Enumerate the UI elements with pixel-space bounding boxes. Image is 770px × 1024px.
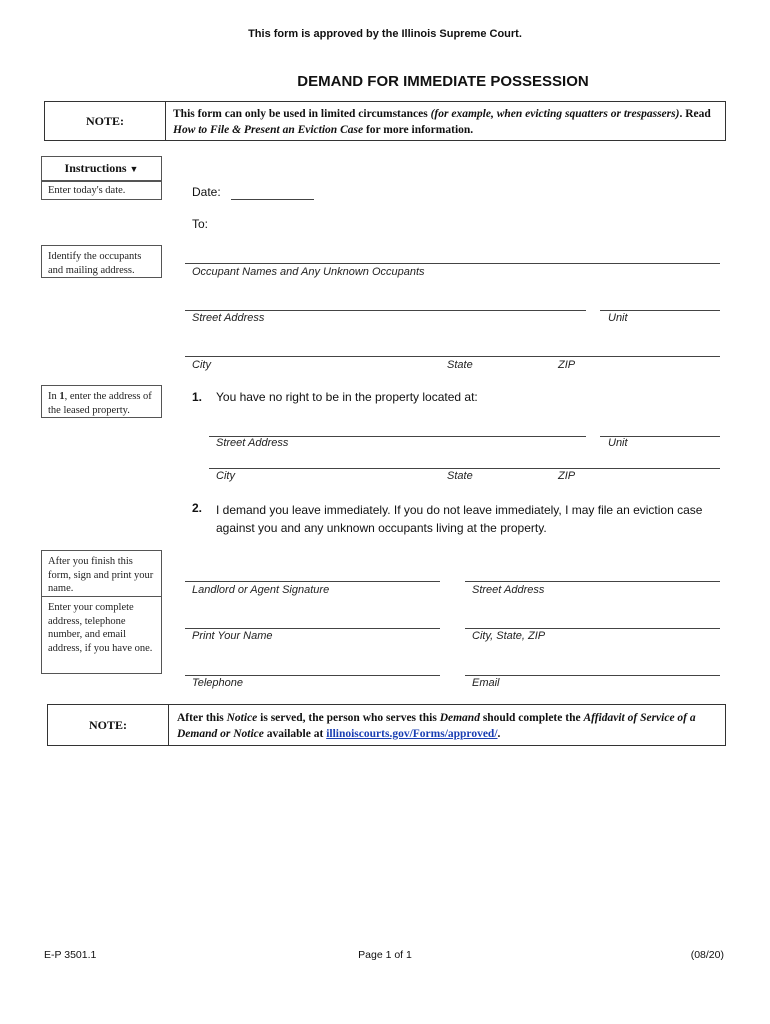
property-zip-label: ZIP — [558, 470, 576, 482]
bottom-note-t3: is served, the person who serves this — [257, 712, 440, 724]
property-unit-label: Unit — [608, 437, 628, 449]
signer-city-state-zip-label: City, State, ZIP — [472, 630, 546, 642]
caret-down-icon: ▼ — [129, 164, 139, 174]
email-label: Email — [472, 677, 500, 689]
forms-link[interactable]: illinoiscourts.gov/Forms/approved/ — [326, 728, 498, 740]
date-field[interactable] — [231, 199, 314, 200]
top-note-text — [173, 106, 713, 138]
instruction-sign: After you finish this form, sign and print your name. — [41, 550, 162, 597]
property-city-label: City — [216, 470, 235, 482]
to-label: To: — [192, 217, 209, 231]
bottom-note-affidavit-title: Affidavit of Service of a Demand or Notice — [177, 712, 696, 740]
instruction-enter-address — [41, 385, 162, 418]
top-note-text-italic: (for example, when evicting squatters or trespassers) — [430, 108, 680, 120]
bottom-note-t1: After this — [177, 712, 227, 724]
occupant-names-label: Occupant Names and Any Unknown Occupants — [192, 266, 425, 278]
occupant-unit-field[interactable] — [600, 310, 720, 311]
page-title: DEMAND FOR IMMEDIATE POSSESSION — [297, 73, 589, 90]
bottom-note-label: NOTE: — [88, 717, 127, 732]
bottom-note-t2: Notice — [226, 712, 258, 724]
bottom-note-box — [47, 704, 726, 746]
signer-street-field[interactable] — [465, 581, 720, 582]
form-date: (08/20) — [690, 949, 724, 961]
top-note-text-2: . Read — [679, 108, 711, 120]
item-2-text: I demand you leave immediately. If you do not leave immediately, I may file an eviction case against you and any unknown occupants living at the property. — [216, 503, 703, 535]
top-note-guide-title: How to File & Present an Eviction Case — [173, 124, 364, 136]
item-2-number: 2. — [192, 501, 203, 515]
top-note-label-box — [44, 101, 166, 141]
instructions-header[interactable] — [41, 156, 162, 181]
instruction-enter-address-num: 1 — [59, 391, 65, 402]
bottom-note-text — [177, 710, 717, 742]
item-1-text: You have no right to be in the property located at: — [216, 390, 478, 404]
bottom-note-t5: should complete the — [479, 712, 584, 724]
occupant-street-field[interactable] — [185, 310, 586, 311]
property-state-label: State — [447, 470, 473, 482]
signer-street-label: Street Address — [472, 584, 545, 596]
approval-statement: This form is approved by the Illinois Supreme Court. — [248, 28, 522, 40]
occupant-names-field[interactable] — [185, 263, 720, 264]
landlord-signature-field[interactable] — [185, 581, 440, 582]
occupant-street-label: Street Address — [192, 312, 265, 324]
email-field[interactable] — [465, 675, 720, 676]
item-1-number: 1. — [192, 390, 203, 404]
bottom-note-label-box — [47, 704, 169, 746]
top-note-label: NOTE: — [85, 113, 124, 128]
bottom-note-t4: Demand — [439, 712, 480, 724]
property-street-label: Street Address — [216, 437, 289, 449]
occupant-city-state-zip-field[interactable] — [185, 356, 720, 357]
instruction-enter-address-post: , enter the address of the leased property. — [48, 391, 152, 416]
bottom-note-t8: . — [497, 728, 501, 740]
property-city-state-zip-field[interactable] — [209, 468, 720, 469]
telephone-field[interactable] — [185, 675, 440, 676]
signer-city-state-zip-field[interactable] — [465, 628, 720, 629]
page-number: Page 1 of 1 — [358, 949, 412, 961]
bottom-note-t7: available at — [263, 728, 327, 740]
instruction-identify-occupants: Identify the occupants and mailing address. — [41, 245, 162, 278]
top-note-box — [44, 101, 726, 141]
occupant-unit-label: Unit — [608, 312, 628, 324]
date-label: Date: — [192, 185, 221, 199]
form-code: E-P 3501.1 — [44, 949, 97, 961]
landlord-signature-label: Landlord or Agent Signature — [192, 584, 330, 596]
occupant-city-label: City — [192, 359, 211, 371]
instruction-enter-address-pre: In — [48, 391, 60, 402]
telephone-label: Telephone — [192, 677, 243, 689]
print-name-field[interactable] — [185, 628, 440, 629]
instruction-enter-date: Enter today's date. — [41, 181, 162, 200]
top-note-text-3: for more information. — [363, 124, 474, 136]
top-note-text-1: This form can only be used in limited circumstances — [173, 108, 431, 120]
instruction-contact: Enter your complete address, telephone number, and email address, if you have one. — [41, 596, 162, 674]
instructions-header-label: Instructions — [64, 161, 127, 175]
print-name-label: Print Your Name — [192, 630, 273, 642]
occupant-zip-label: ZIP — [558, 359, 576, 371]
occupant-state-label: State — [447, 359, 473, 371]
